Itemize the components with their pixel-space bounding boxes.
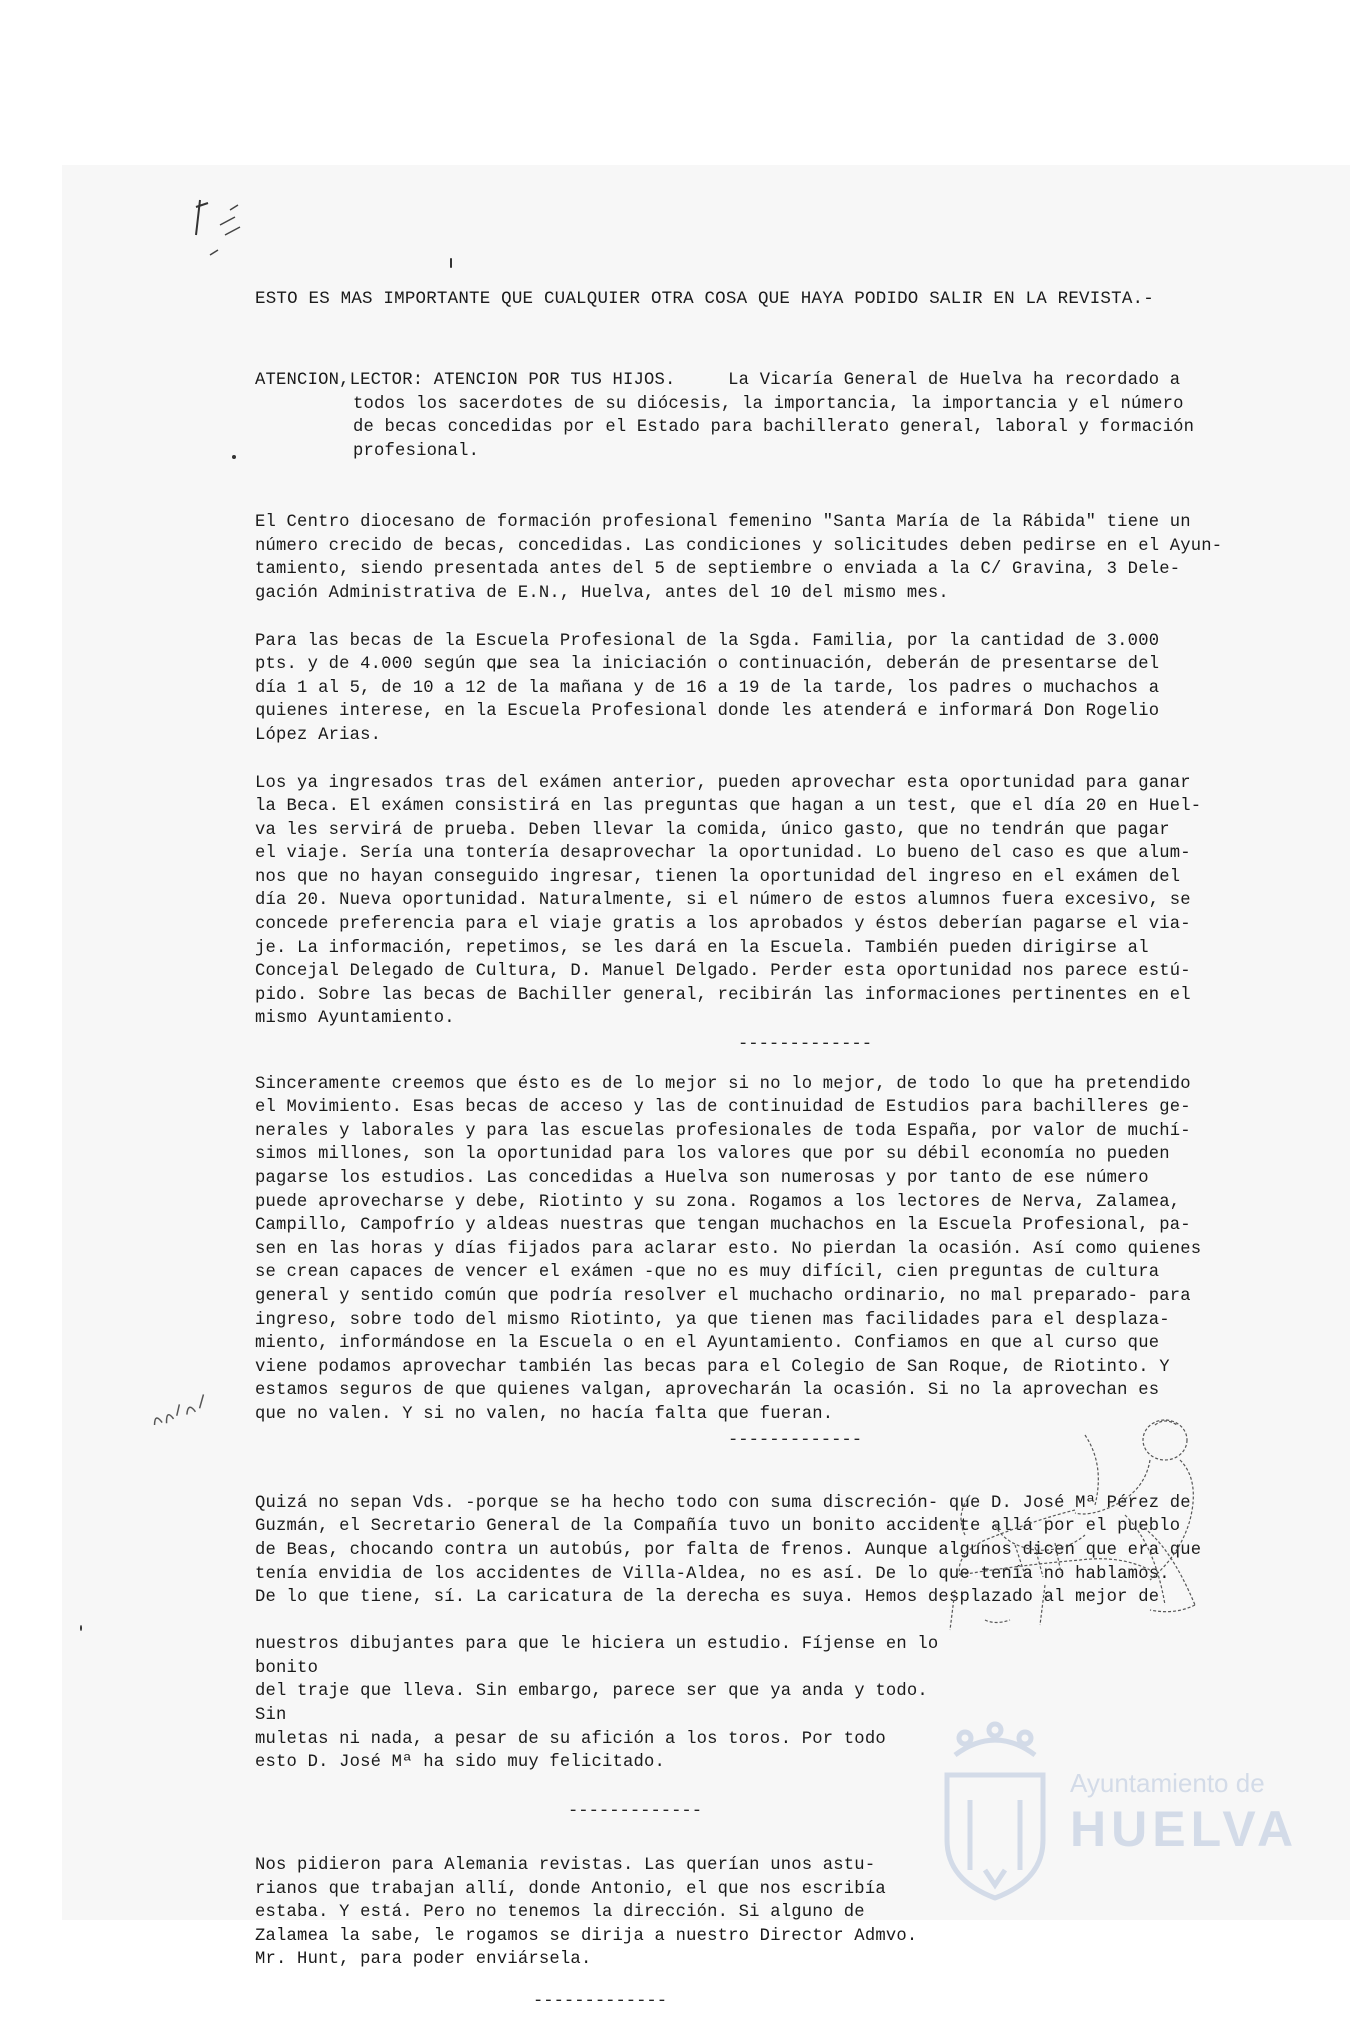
separator-line: ------------- (567, 1802, 703, 1822)
handwritten-marks (190, 195, 280, 275)
paragraph-becas-intro (255, 346, 1245, 488)
watermark-line1: Ayuntamiento de (1070, 1768, 1265, 1798)
paragraph-lead: ATENCION,LECTOR: ATENCION POR TUS HIJOS. (255, 371, 676, 391)
separator-line: ------------- (532, 1992, 668, 2011)
paragraph-first-line: La Vicaría General de Huelva ha recordado a (675, 371, 1181, 391)
paragraph-accidente-narrow: nuestros dibujantes para que le hiciera un estudio. Fíjense en lo bonito del traje que lleva. Sin embargo, parece ser que ya anda y todo. Sin muletas ni nada, a pesar de su afición a los toros. Por todo esto D. José Mª ha sido muy felicitado. (255, 1635, 939, 1773)
crest-icon (935, 1720, 1055, 1905)
ink-dot (232, 455, 236, 459)
watermark-line2: HUELVA (1070, 1801, 1299, 1857)
ink-dot (450, 258, 452, 268)
paragraph-alemania: Nos pidieron para Alemania revistas. Las querían unos astu- rianos que trabajan allí, donde Antonio, el que nos escribía estaba. Y está. Pero no tenemos la dirección. Si alguno de Zalamea la sabe, le rogamos se dirija a nuestro Director Admvo. Mr. Hunt, para poder enviársela. (255, 1856, 918, 1970)
headline: ESTO ES MAS IMPORTANTE QUE CUALQUIER OTRA COSA QUE HAYA PODIDO SALIR EN LA REVISTA.- (255, 289, 1154, 309)
paragraph-indented: todos los sacerdotes de su diócesis, la importancia, la importancia y el número de becas concedidas por el Estado para bachillerato general, laboral y formación profesional. (353, 394, 1195, 461)
paragraph-escuela-profesional: Para las becas de la Escuela Profesional de la Sgda. Familia, por la cantidad de 3.000 pts. y de 4.000 según que sea la iniciación o continuación, deberán de presentarse del día 1 al 5, de 10 a 12 de la mañana y de 16 a 19 de la tarde, los padres o muchachos a quienes interese, en la Escuela Profesional donde les atenderá e informará Don Rogelio López Arias. (255, 631, 1160, 745)
separator-line: ------------- (727, 1430, 863, 1450)
caricature-drawing (925, 1415, 1245, 1635)
separator-line: ------------- (737, 1035, 873, 1055)
paragraph-ingresados: Los ya ingresados tras del exámen anterior, pueden aprovechar esta oportunidad para ganar la Beca. El exámen consistirá en las preguntas que hagan a un test, que el día 20 en Huel- va les servirá de prueba. Deben llevar la comida, único gasto, que no tendrán que pagar el viaje. Sería una tontería desaprovechar la oportunidad. Lo bueno del caso es que alum- nos que no hayan conseguido ingresar, tienen la oportunidad del ingreso en el exámen del día 20. Nueva oportunidad. Naturalmente, si el número de estos alumnos fuera excesivo, se concede preferencia para el viaje gratis a los aprobados y éstos deberían pagarse el via- je. La información, repetimos, se les dará en la Escuela. También pueden dirigirse al Concejal Delegado de Cultura, D. Manuel Delgado. Perder esta oportunidad nos parece estú- pido. Sobre las becas de Bachiller general, recibirán las informaciones pertinentes en el mismo Ayuntamiento. (255, 773, 1202, 1029)
paragraph-accidente-full: Quizá no sepan Vds. -porque se ha hecho todo con suma discreción- que D. José Mª Pérez de Guzmán, el Secretario General de la Compañía tuvo un bonito accidente allá por el pueblo de Beas, chocando contra un autobús, por falta de frenos. Aunque algunos dicen que era que tenía envidia de los accidentes de Villa-Aldea, no es así. De lo que tenía no hablamos. De lo que tiene, sí. La caricatura de la derecha es suya. Hemos desplazado al mejor de (255, 1493, 1202, 1608)
paragraph-sinceramente: Sinceramente creemos que ésto es de lo mejor si no lo mejor, de todo lo que ha pretendido el Movimiento. Esas becas de acceso y las de continuidad de Estudios para bachilleres ge- nerales y laborales y para las escuelas profesionales de toda España, por valor de muchí- simos millones, son la oportunidad para los valores que por su débil economía no pueden pagarse los estudios. Las concedidas a Huelva son numerosas y por tanto de ese número puede aprovecharse y debe, Riotinto y su zona. Rogamos a los lectores de Nerva, Zalamea, Campillo, Campofrío y aldeas nuestras que tengan muchachos en la Escuela Profesional, pa- sen en las horas y días fijados para aclarar esto. No pierdan la ocasión. Así como quienes se crean capaces de vencer el exámen -que no es muy difícil, cien preguntas de cultura general y sentido común que podría resolver el muchacho ordinario, no mal preparado- para ingreso, sobre todo del mismo Riotinto, ya que tienen mas facilidades para el desplaza- miento, informándose en la Escuela o en el Ayuntamiento. Confiamos en que al curso que viene podamos aprovechar también las becas para el Colegio de San Roque, de Riotinto. Y estamos seguros de que quienes valgan, aprovecharán la ocasión. Si no la aprovechan es que no valen. Y si no valen, no hacía falta que fueran. (255, 1074, 1202, 1424)
watermark-ayuntamiento (935, 1720, 1335, 1905)
ink-dot (80, 1625, 82, 1631)
paragraph-centro-diocesano: El Centro diocesano de formación profesional femenino "Santa María de la Rábida" tiene un número crecido de becas, concedidas. Las condiciones y solicitudes deben pedirse en el Ayun- tamiento, siendo presentada antes del 5 de septiembre o enviada a la C/ Gravina, 3 Dele- gación Administrativa de E.N., Huelva, antes del 10 del mismo mes. (255, 513, 1223, 603)
